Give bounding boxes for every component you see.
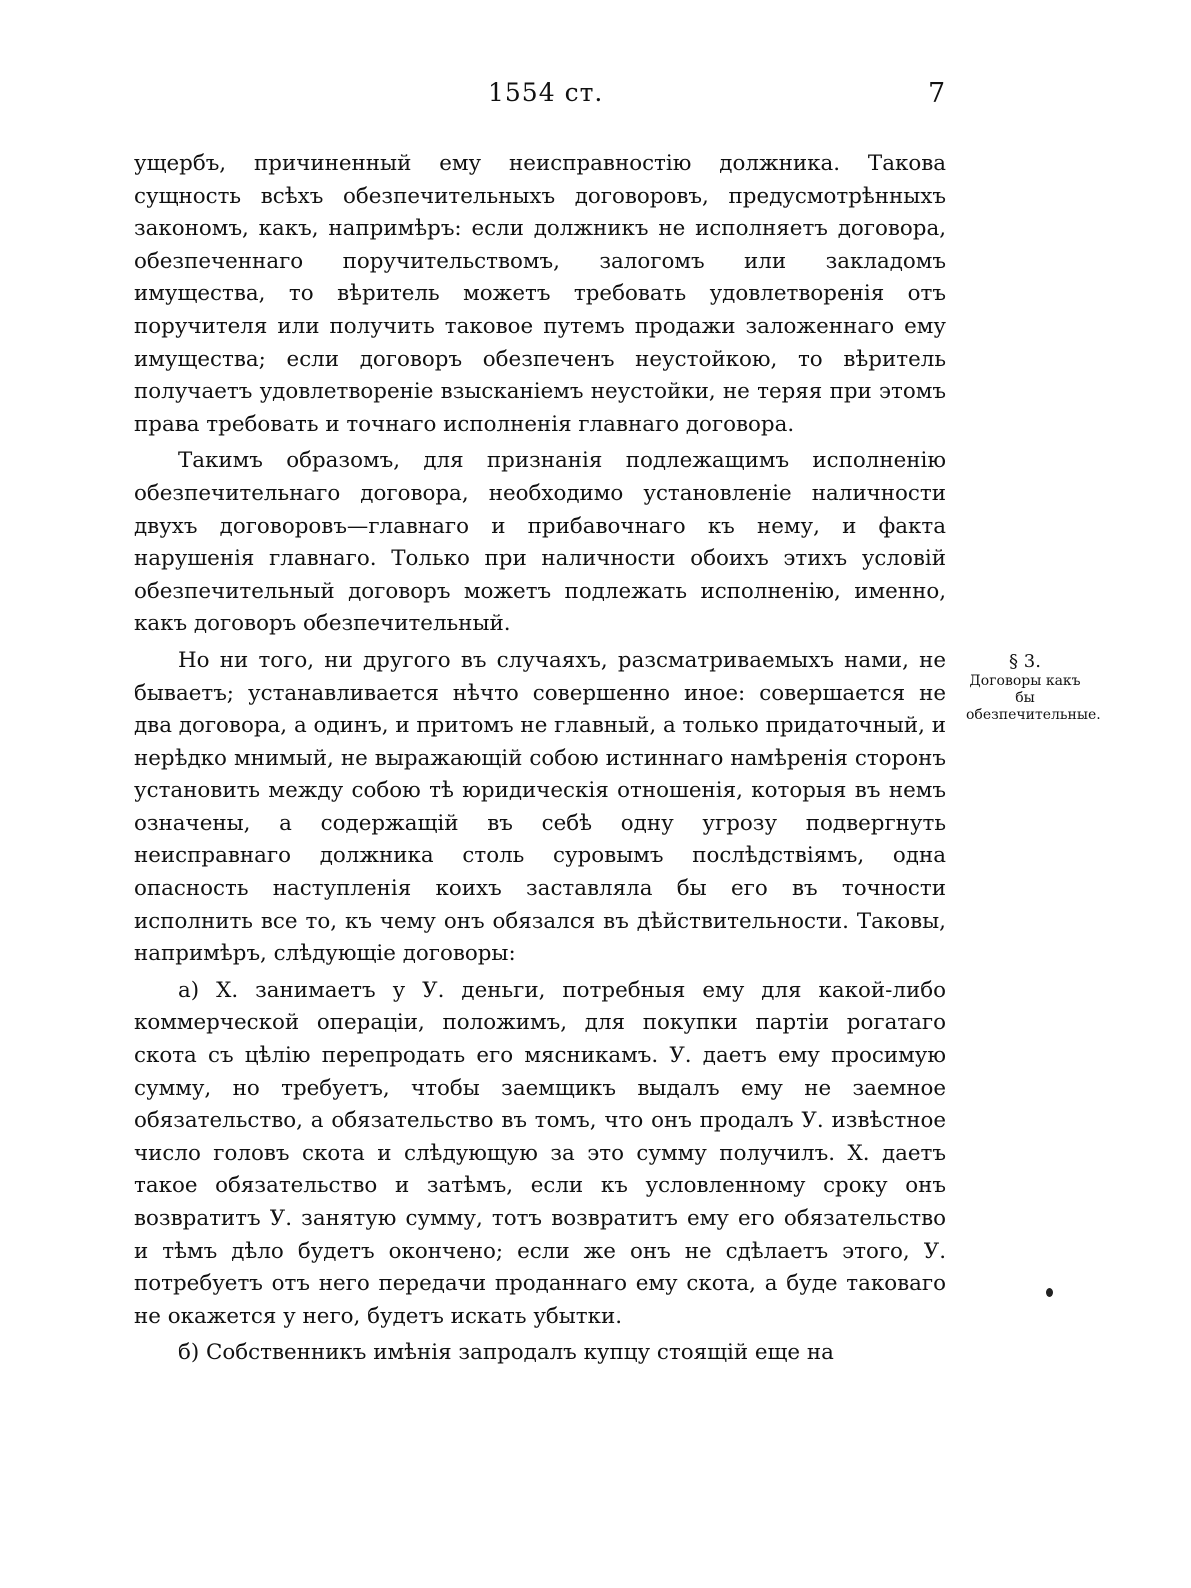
- paragraph-continuation: ущербъ, причиненный ему неисправностію должника. Такова сущность всѣхъ обезпечительныхъ договоровъ, предусмотрѣнныхъ закономъ, какъ, напримѣръ: если должникъ не исполняетъ договора, обезпеченнаго поручительствомъ, залогомъ или закладомъ имущества, то вѣритель можетъ требовать удовлетворенія отъ поручителя или получить таковое путемъ продажи заложеннаго ему имущества; если договоръ обезпеченъ неустойкою, то вѣритель получаетъ удовлетвореніе взысканіемъ неустойки, не теряя при этомъ права требовать и точнаго исполненія главнаго договора.: [134, 151, 946, 437]
- paragraph: Но ни того, ни другого въ случаяхъ, разсматриваемыхъ нами, не бываетъ; устанавливается нѣчто совершенно иное: совершается не два договора, а одинъ, и притомъ не главный, а только придаточный, и нерѣдко мнимый, не выражающій собою истиннаго намѣренія сторонъ установить между собою тѣ юридическія отношенія, которыя въ немъ означены, а содержащій въ себѣ одну угрозу подвергнуть неисправнаго должника столь суровымъ послѣдствіямъ, одна опасность наступленія коихъ заставляла бы его въ точности исполнить все то, къ чему онъ обязался въ дѣйствительности. Таковы, напримѣръ, слѣдующіе договоры:: [134, 647, 946, 967]
- page-number: 7: [928, 78, 946, 109]
- margin-note: [966, 651, 1101, 724]
- margin-note-title: Договоры какъ бы обезпечительные.: [966, 673, 1101, 723]
- main-text: [134, 148, 946, 1374]
- paragraph: Такимъ образомъ, для признанія подлежащимъ исполненію обезпечительнаго договора, необходимо установленіе наличности двухъ договоровъ—главнаго и прибавочнаго къ нему, и факта нарушенія главнаго. Только при наличности обоихъ этихъ условій обезпечительный договоръ можетъ подлежать исполненію, именно, какъ договоръ обезпечительный.: [134, 448, 946, 637]
- article-number: 1554 ст.: [488, 78, 604, 107]
- paragraph-example-a: а) Х. занимаетъ у У. деньги, потребныя ему для какой-либо коммерческой операціи, положимъ, для покупки партіи рогатаго скота съ цѣлію перепродать его мясникамъ. У. даетъ ему просимую сумму, но требуетъ, чтобы заемщикъ выдалъ ему не заемное обязательство, а обязательство въ томъ, что онъ продалъ У. извѣстное число головъ скота и слѣдующую за это сумму получилъ. Х. даетъ такое обязательство и затѣмъ, если къ условленному сроку онъ возвратитъ У. занятую сумму, тотъ возвратитъ ему его обязательство и тѣмъ дѣло будетъ окончено; если же онъ не сдѣлаетъ этого, У. потребуетъ отъ него передачи проданнаго ему скота, а буде таковаго не окажется у него, будетъ искать убытки.: [134, 977, 946, 1329]
- margin-note-section: § 3.: [1009, 651, 1041, 672]
- paragraph-example-b: б) Собственникъ имѣнія запродалъ купцу стоящій еще на: [178, 1340, 834, 1366]
- ink-speck: [1046, 1288, 1053, 1297]
- running-head: [0, 78, 1191, 118]
